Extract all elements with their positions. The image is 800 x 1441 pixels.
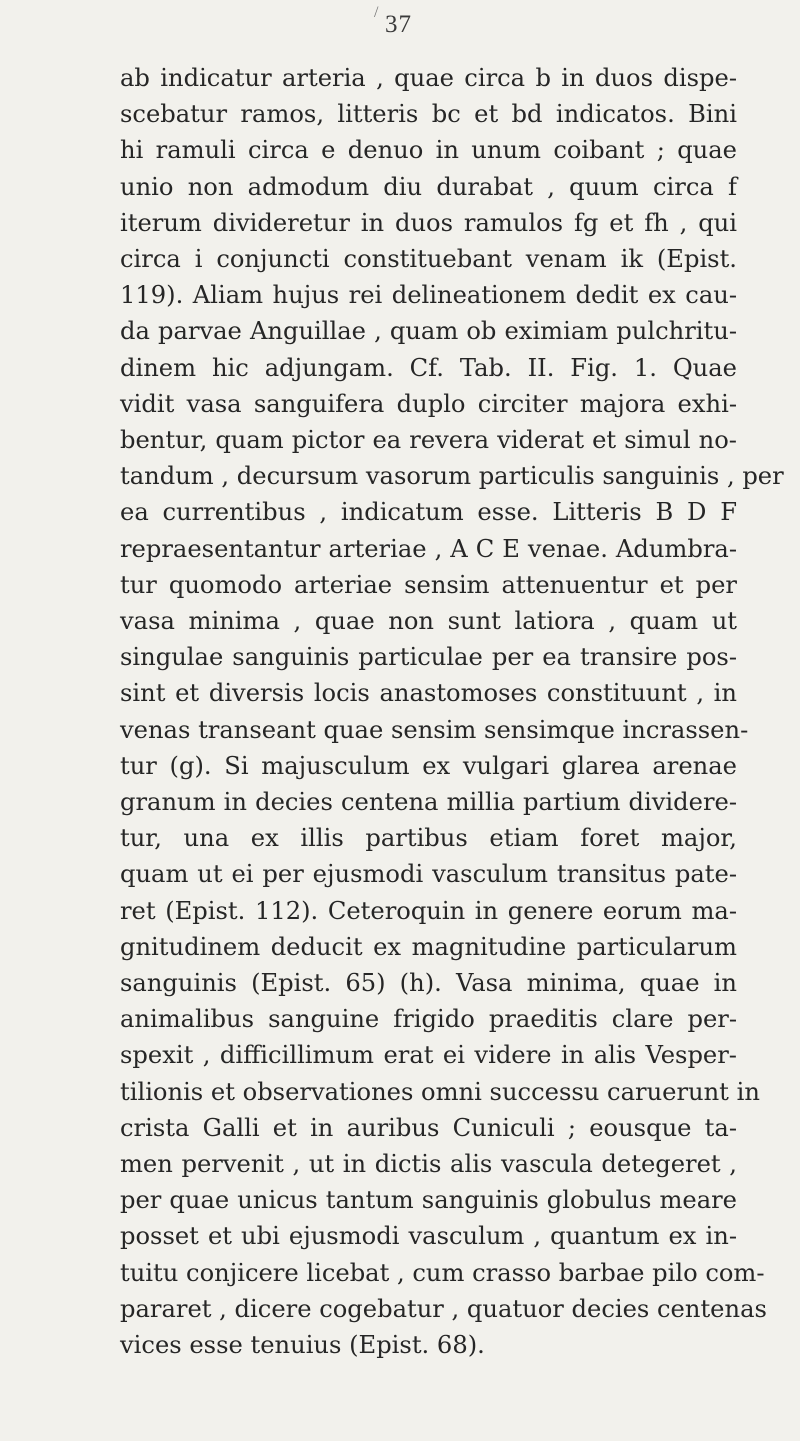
text-line: dinem hic adjungam. Cf. Tab. II. Fig. 1. Quae bbox=[120, 353, 737, 382]
text-line: sanguinis (Epist. 65) (h). Vasa minima, quae in bbox=[120, 969, 737, 997]
page-mark: / bbox=[374, 4, 379, 21]
text-line: posset et ubi ejusmodi vasculum , quantum ex in- bbox=[120, 1222, 737, 1251]
text-line: ea currentibus , indicatum esse. Litteris B D F bbox=[120, 498, 737, 527]
text-line: tuitu conjicere licebat , cum crasso barbae pilo com- bbox=[120, 1258, 765, 1287]
text-line: ret (Epist. 112). Ceteroquin in genere eorum ma- bbox=[120, 896, 737, 925]
text-line: tandum , decursum vasorum particulis sanguinis , per bbox=[120, 462, 784, 491]
text-line: tur, una ex illis partibus etiam foret major, bbox=[120, 824, 737, 853]
text-line: ab indicatur arteria , quae circa b in duos dispe- bbox=[120, 64, 737, 92]
text-line: iterum divideretur in duos ramulos fg et fh , qui bbox=[120, 208, 737, 237]
text-line: vasa minima , quae non sunt latiora , quam ut bbox=[120, 607, 737, 635]
text-line: venas transeant quae sensim sensimque incrassen- bbox=[120, 715, 749, 744]
text-line: vidit vasa sanguifera duplo circiter majora exhi- bbox=[120, 389, 737, 418]
text-line: tur quomodo arteriae sensim attenuentur et per bbox=[120, 570, 737, 599]
page-number: 37 bbox=[385, 11, 412, 38]
text-line: pararet , dicere cogebatur , quatuor decies centenas bbox=[120, 1294, 767, 1323]
text-line: tilionis et observationes omni successu caruerunt in bbox=[120, 1077, 760, 1106]
text-line: scebatur ramos, litteris bc et bd indicatos. Bini bbox=[120, 100, 737, 129]
text-line: circa i conjuncti constituebant venam ik (Epist. bbox=[120, 245, 737, 273]
text-line: vices esse tenuius (Epist. 68). bbox=[120, 1331, 485, 1359]
text-line: men pervenit , ut in dictis alis vascula detegeret , bbox=[120, 1150, 737, 1178]
text-line: singulae sanguinis particulae per ea transire pos- bbox=[120, 643, 737, 672]
text-line: tur (g). Si majusculum ex vulgari glarea arenae bbox=[120, 751, 737, 780]
text-line: unio non admodum diu durabat , quum circa f bbox=[120, 172, 737, 201]
text-line: gnitudinem deducit ex magnitudine particularum bbox=[120, 932, 737, 961]
text-line: bentur, quam pictor ea revera viderat et simul no- bbox=[120, 426, 737, 454]
text-line: granum in decies centena millia partium dividere- bbox=[120, 788, 737, 816]
text-line: per quae unicus tantum sanguinis globulus meare bbox=[120, 1186, 737, 1215]
text-line: crista Galli et in auribus Cuniculi ; eousque ta- bbox=[120, 1113, 737, 1142]
text-line: quam ut ei per ejusmodi vasculum transitus pate- bbox=[120, 860, 737, 889]
text-line: hi ramuli circa e denuo in unum coibant ; quae bbox=[120, 136, 737, 165]
text-line: animalibus sanguine frigido praeditis clare per- bbox=[120, 1005, 737, 1034]
text-line: spexit , difficillimum erat ei videre in alis Vesper- bbox=[120, 1041, 737, 1070]
text-line: da parvae Anguillae , quam ob eximiam pulchritu- bbox=[120, 317, 737, 346]
text-line: sint et diversis locis anastomoses constituunt , in bbox=[120, 679, 737, 708]
text-line: 119). Aliam hujus rei delineationem dedit ex cau- bbox=[120, 281, 737, 310]
text-line: repraesentantur arteriae , A C E venae. Adumbra- bbox=[120, 534, 737, 563]
